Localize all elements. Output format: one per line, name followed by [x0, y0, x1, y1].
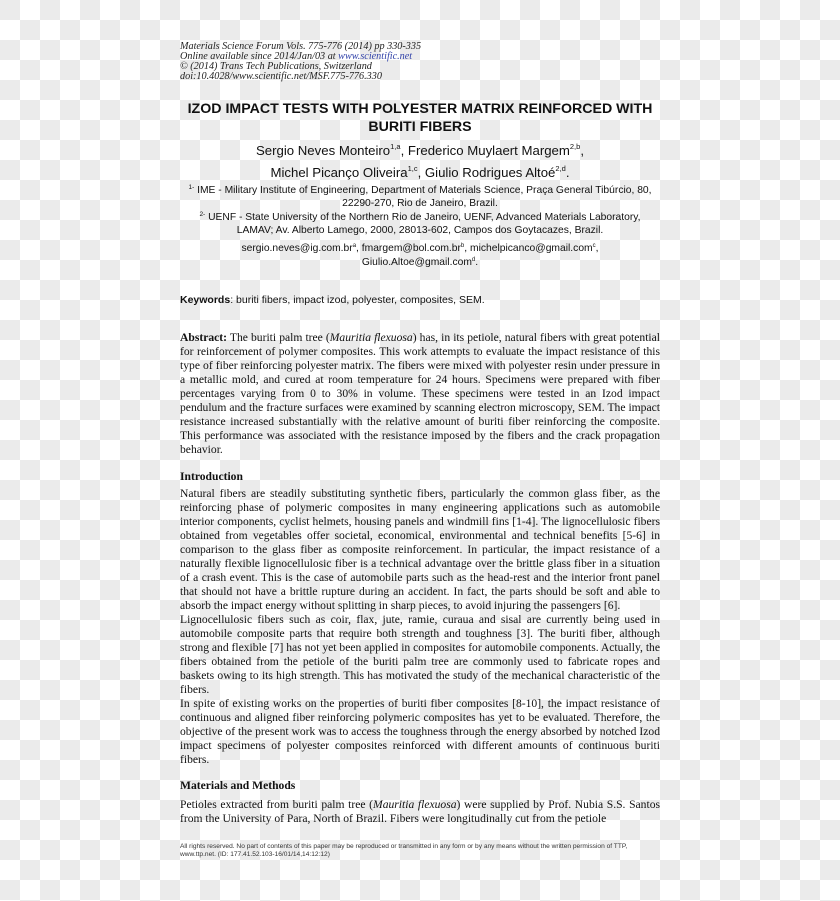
doi-line: doi:10.4028/www.scientific.net/MSF.775-776.330: [180, 71, 382, 82]
email[interactable]: fmargem@bol.com.br: [361, 243, 461, 254]
journal-header: [180, 42, 480, 82]
paragraph: Natural fibers are steadily substituting synthetic fibers, particularly the common glass fiber, as the reinforcing phase of polymeric composites in many engineering applications such as automobile interior components, cyclist helmets, housing panels and windmill fins [1-4]. The lignocellulosic fibers obtained from vegetables offer societal, economical, environmental and technical benefits [5-6] in comparison to the glass fiber as composite reinforcement. In particular, the impact resistance of a naturally flexible lignocellulosic fiber is a technical advantage over the brittle glass fiber in a situation of a crash event. This is the case of automobile parts such as the head-rest and the interior front panel that should not have a brittle rupture during an accident. In fact, the parts should be soft and able to absorb the impact energy without splitting in sharp pieces, to avoid injuring the passengers [6].: [180, 487, 660, 612]
author-name: Frederico Muylaert Margem: [407, 143, 570, 158]
section-heading-materials-methods: Materials and Methods: [180, 779, 296, 792]
abstract: Abstract: The buriti palm tree (Mauritia flexuosa) has, in its petiole, natural fibers with great potential for reinforcement of polymer composites. This work attempts to evaluate the impact resistance of this type of fiber reinforcing polyester matrix. The fibers were mixed with polyester resin under pressure in a metallic mold, and cured at room temperature for 24 hours. Specimens were prepared with fiber percentages varying from 0 to 30% in volume. These specimens were tested in an Izod impact pendulum and the fracture surfaces were examined by scanning electron microscopy, SEM. The impact resistance increased substantially with the relative amount of buriti fiber reinforcing the composite. This performance was associated with the resistance imposed by the fibers and the crack propagation behavior.: [180, 331, 661, 456]
author-emails: $sergio.neves@ig.com.br^a$, $fmargem@bol.com.br^b$, michelpicanco@gmail.com$^c$, Giulio.Altoe@gmail.com$^d$.: [241, 243, 599, 268]
keywords-label: Keywords: [180, 294, 231, 306]
keywords-text: : buriti fibers, impact izod, polyester, composites, SEM.: [230, 294, 485, 306]
copyright-line: © (2014) Trans Tech Publications, Switzerland: [180, 61, 372, 72]
paragraph: In spite of existing works on the properties of buriti fiber composites [8-10], the impact resistance of continuous and aligned fiber reinforcing polymeric composites has yet to be evaluated. Therefore, the objective of the present work was to access the toughness through the energy absorbed by notched Izod impact specimens of polyester composites reinforced with different amounts of continuous buriti fibers.: [180, 697, 660, 766]
paragraph: Lignocellulosic fibers such as coir, flax, jute, ramie, curaua and sisal are currently being used in automobile composite parts that require both strength and toughness [3]. The buriti fiber, although strong and flexible [7] has not yet been applied in composites for automobile components. Actually, the fibers obtained from the petiole of the buriti palm tree are commonly used to fabricate ropes and baskets owing to its high strength. This has motivated the study of the mechanical characteristic of the fibers.: [180, 613, 660, 696]
paragraph: Petioles extracted from buriti palm tree (Mauritia flexuosa) were supplied by Prof. Nubia S.S. Santos from the University of Para, North of Brazil. Fibers were longitudinally cut from the petiole: [180, 798, 661, 825]
affiliations: [180, 184, 660, 237]
author-name: Sergio Neves Monteiro: [256, 143, 391, 158]
species-name: Mauritia flexuosa: [373, 798, 457, 811]
author-list: Sergio Neves Monteiro$^{1,a}$, Frederico Muylaert Margem$^{2,b}$, Michel Picanço Oliveira$^{1,c}$, Giulio Rodrigues Altoé$^{2,d}$.: [256, 142, 584, 180]
keywords: [180, 293, 660, 307]
author-name: Giulio Rodrigues Altoé: [424, 165, 556, 180]
email[interactable]: Giulio.Altoe@gmail.com: [361, 257, 472, 268]
affiliation-1: $^{1-}$ IME - Military Institute of Engineering, Department of Materials Science, Praça General Tibúrcio, 80, 22290-270, Rio de Janeiro, Brazil.: [188, 184, 652, 210]
materials-methods-body: [180, 798, 660, 826]
paper-title: IZOD IMPACT TESTS WITH POLYESTER MATRIX REINFORCED WITH BURITI FIBERS: [187, 101, 653, 135]
rights-footer: All rights reserved. No part of contents of this paper may be reproduced or transmitted in any form or by any means without the written permission of TTP, www.ttp.net. (ID: 177.41.52.103-16/01/14,14:12:12): [180, 843, 628, 858]
journal-line: Materials Science Forum Vols. 775-776 (2014) pp 330-335: [180, 41, 422, 52]
email[interactable]: michelpicanco@gmail.com: [470, 243, 593, 254]
online-availability: Online available since 2014/Jan/03 at www.scientific.net: [180, 51, 413, 62]
affiliation-2: $^{2-}$ UENF - State University of the Northern Rio de Janeiro, UENF, Advanced Materials Laboratory, LAMAV; Av. Alberto Lamego, 2000, 28013-602, Campos dos Goytacazes, Brazil.: [199, 210, 641, 236]
paper-page: [180, 0, 660, 901]
scientific-net-link[interactable]: www.scientific.net: [338, 51, 413, 62]
species-name: Mauritia flexuosa: [329, 331, 413, 344]
section-heading-introduction: Introduction: [180, 470, 243, 483]
email[interactable]: sergio.neves@ig.com.br: [241, 243, 353, 254]
author-name: Michel Picanço Oliveira: [270, 165, 408, 180]
introduction-body: [180, 487, 660, 767]
abstract-label: Abstract:: [180, 331, 228, 344]
